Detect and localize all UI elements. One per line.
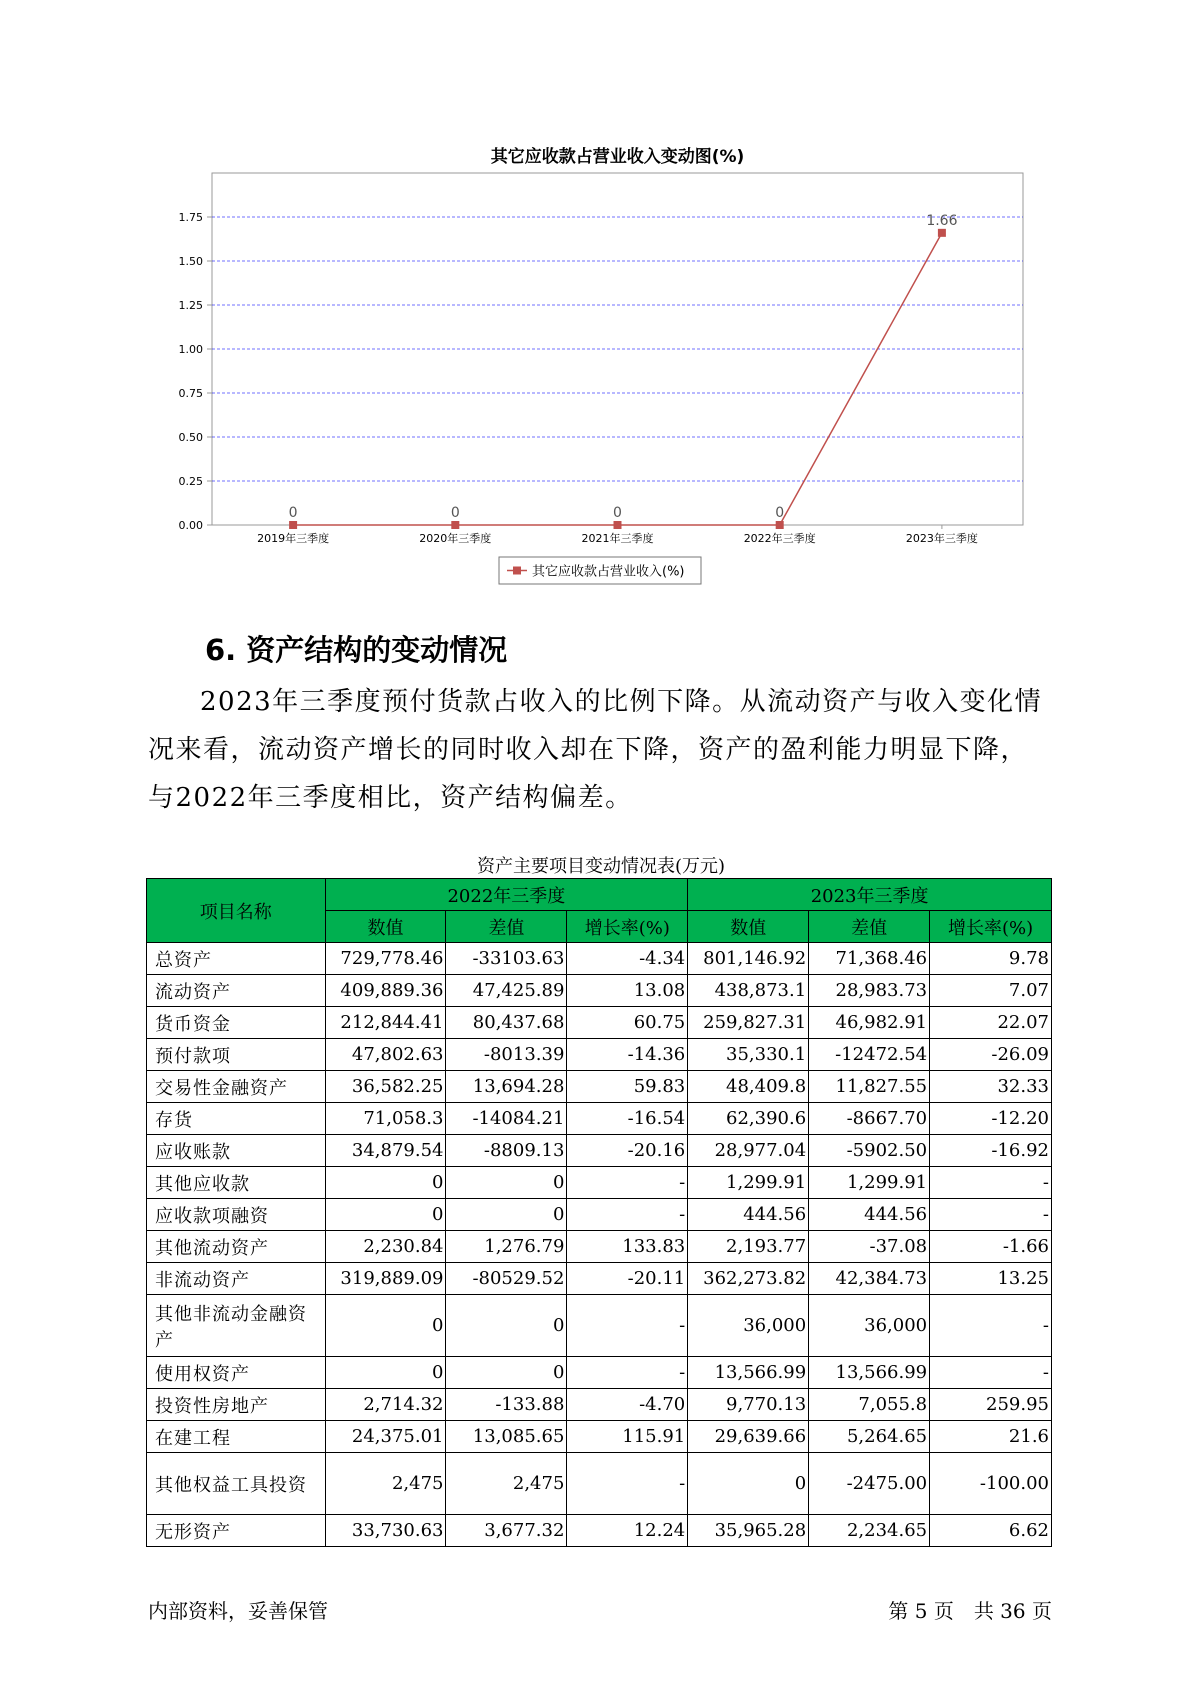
y-tick-label: 1.00	[178, 343, 203, 356]
row-cell: -	[567, 1295, 688, 1357]
row-cell: 35,965.28	[688, 1515, 809, 1547]
row-cell: 0	[446, 1199, 567, 1231]
table-row	[147, 1071, 1052, 1103]
chart-container	[0, 0, 1191, 600]
table-title: 资产主要项目变动情况表(万元)	[476, 856, 726, 877]
row-item-name: 非流动资产	[147, 1263, 326, 1295]
row-cell: -80529.52	[446, 1263, 567, 1295]
row-cell: 319,889.09	[325, 1263, 446, 1295]
row-cell: -	[930, 1295, 1052, 1357]
row-cell: 13.25	[930, 1263, 1052, 1295]
row-cell: -	[930, 1357, 1052, 1389]
row-cell: -26.09	[930, 1039, 1052, 1071]
table-row	[147, 1167, 1052, 1199]
row-cell: 0	[325, 1199, 446, 1231]
row-item-name: 其他应收款	[147, 1167, 326, 1199]
y-tick-label: 1.50	[178, 255, 203, 268]
table-row	[147, 943, 1052, 975]
row-cell: 444.56	[809, 1199, 930, 1231]
row-item-name: 其他非流动金融资产	[147, 1295, 326, 1357]
y-tick-label: 1.75	[178, 211, 203, 224]
row-cell: 71,058.3	[325, 1103, 446, 1135]
row-item-name: 流动资产	[147, 975, 326, 1007]
data-point	[938, 229, 946, 237]
row-item-name: 货币资金	[147, 1007, 326, 1039]
row-cell: -	[930, 1199, 1052, 1231]
x-tick-label: 2020年三季度	[419, 532, 492, 545]
section-paragraph: 2023年三季度预付货款占收入的比例下降。从流动资产与收入变化情况来看，流动资产增长的同时收入却在下降，资产的盈利能力明显下降，与2022年三季度相比，资产结构偏差。	[148, 687, 1043, 813]
legend-marker-swatch	[513, 567, 521, 575]
table-row	[147, 1453, 1052, 1515]
row-cell: -100.00	[930, 1453, 1052, 1515]
row-cell: 2,475	[325, 1453, 446, 1515]
row-cell: 2,193.77	[688, 1231, 809, 1263]
x-tick-label: 2021年三季度	[581, 532, 654, 545]
row-cell: 2,234.65	[809, 1515, 930, 1547]
row-cell: 42,384.73	[809, 1263, 930, 1295]
row-cell: 47,802.63	[325, 1039, 446, 1071]
row-cell: 212,844.41	[325, 1007, 446, 1039]
line-chart	[0, 0, 1191, 600]
row-cell: 7,055.8	[809, 1389, 930, 1421]
row-cell: 13,694.28	[446, 1071, 567, 1103]
sub-header-diff: 差值	[809, 911, 930, 943]
row-cell: 11,827.55	[809, 1071, 930, 1103]
data-label: 1.66	[926, 212, 958, 229]
row-cell: 28,977.04	[688, 1135, 809, 1167]
row-item-name: 预付款项	[147, 1039, 326, 1071]
row-cell: 28,983.73	[809, 975, 930, 1007]
sub-header-diff: 差值	[446, 911, 567, 943]
row-cell: 22.07	[930, 1007, 1052, 1039]
row-cell: 59.83	[567, 1071, 688, 1103]
sub-header-growth: 增长率(%)	[930, 911, 1052, 943]
row-cell: 48,409.8	[688, 1071, 809, 1103]
item-name-header: 项目名称	[147, 879, 326, 943]
table-row	[147, 975, 1052, 1007]
period-header-2023: 2023年三季度	[688, 879, 1052, 911]
data-label: 0	[450, 505, 460, 521]
row-cell: 29,639.66	[688, 1421, 809, 1453]
row-cell: 34,879.54	[325, 1135, 446, 1167]
row-cell: 9.78	[930, 943, 1052, 975]
table-row	[147, 1515, 1052, 1547]
row-item-name: 使用权资产	[147, 1357, 326, 1389]
row-cell: 13,566.99	[809, 1357, 930, 1389]
y-tick-label: 1.25	[178, 299, 203, 312]
y-tick-label: 0.25	[178, 475, 203, 488]
y-tick-label: 0.50	[178, 431, 203, 444]
row-cell: 35,330.1	[688, 1039, 809, 1071]
row-item-name: 应收款项融资	[147, 1199, 326, 1231]
chart-title: 其它应收款占营业收入变动图(%)	[490, 147, 745, 167]
row-cell: 46,982.91	[809, 1007, 930, 1039]
row-cell: 0	[446, 1295, 567, 1357]
row-cell: -4.34	[567, 943, 688, 975]
asset-change-table	[146, 878, 1052, 1547]
table-row	[147, 1357, 1052, 1389]
row-cell: -20.16	[567, 1135, 688, 1167]
footer-page-number: 第 5 页 共 36 页	[888, 1599, 1052, 1623]
period-header-2022: 2022年三季度	[325, 879, 688, 911]
row-cell: 7.07	[930, 975, 1052, 1007]
row-cell: -16.92	[930, 1135, 1052, 1167]
table-row	[147, 1135, 1052, 1167]
row-cell: -	[567, 1167, 688, 1199]
row-cell: -8013.39	[446, 1039, 567, 1071]
row-item-name: 在建工程	[147, 1421, 326, 1453]
row-cell: -37.08	[809, 1231, 930, 1263]
row-cell: 0	[325, 1357, 446, 1389]
row-cell: 9,770.13	[688, 1389, 809, 1421]
row-cell: 3,677.32	[446, 1515, 567, 1547]
sub-header-value: 数值	[688, 911, 809, 943]
row-cell: 0	[446, 1167, 567, 1199]
row-cell: 21.6	[930, 1421, 1052, 1453]
row-cell: -	[567, 1199, 688, 1231]
table-row	[147, 1295, 1052, 1357]
row-cell: -	[930, 1167, 1052, 1199]
row-cell: 13,566.99	[688, 1357, 809, 1389]
data-point	[776, 521, 784, 529]
row-cell: -16.54	[567, 1103, 688, 1135]
row-item-name: 交易性金融资产	[147, 1071, 326, 1103]
row-cell: 62,390.6	[688, 1103, 809, 1135]
row-cell: 36,000	[688, 1295, 809, 1357]
row-cell: -8667.70	[809, 1103, 930, 1135]
row-item-name: 其他权益工具投资	[147, 1453, 326, 1515]
x-tick-label: 2019年三季度	[257, 532, 330, 545]
row-cell: 1,276.79	[446, 1231, 567, 1263]
row-cell: -	[567, 1453, 688, 1515]
row-cell: 12.24	[567, 1515, 688, 1547]
row-cell: 13.08	[567, 975, 688, 1007]
row-item-name: 投资性房地产	[147, 1389, 326, 1421]
row-item-name: 无形资产	[147, 1515, 326, 1547]
row-cell: 80,437.68	[446, 1007, 567, 1039]
row-cell: -5902.50	[809, 1135, 930, 1167]
row-cell: 47,425.89	[446, 975, 567, 1007]
row-cell: -1.66	[930, 1231, 1052, 1263]
row-cell: 115.91	[567, 1421, 688, 1453]
row-cell: -133.88	[446, 1389, 567, 1421]
row-cell: 0	[446, 1357, 567, 1389]
row-cell: -14084.21	[446, 1103, 567, 1135]
row-cell: 6.62	[930, 1515, 1052, 1547]
table-row	[147, 1103, 1052, 1135]
sub-header-growth: 增长率(%)	[567, 911, 688, 943]
row-cell: 2,714.32	[325, 1389, 446, 1421]
row-cell: 409,889.36	[325, 975, 446, 1007]
data-label: 0	[613, 505, 622, 521]
table-row	[147, 1389, 1052, 1421]
row-cell: -14.36	[567, 1039, 688, 1071]
row-item-name: 存货	[147, 1103, 326, 1135]
row-cell: 13,085.65	[446, 1421, 567, 1453]
row-cell: -33103.63	[446, 943, 567, 975]
row-cell: 133.83	[567, 1231, 688, 1263]
section-heading: 6. 资产结构的变动情况	[205, 633, 508, 667]
row-cell: 259,827.31	[688, 1007, 809, 1039]
row-cell: 0	[688, 1453, 809, 1515]
row-item-name: 其他流动资产	[147, 1231, 326, 1263]
row-cell: 801,146.92	[688, 943, 809, 975]
x-tick-label: 2023年三季度	[905, 532, 978, 545]
row-item-name: 总资产	[147, 943, 326, 975]
row-cell: 2,230.84	[325, 1231, 446, 1263]
row-cell: 438,873.1	[688, 975, 809, 1007]
row-cell: 0	[325, 1295, 446, 1357]
row-cell: 71,368.46	[809, 943, 930, 975]
sub-header-value: 数值	[325, 911, 446, 943]
legend-label: 其它应收款占营业收入(%)	[532, 564, 685, 580]
row-item-name: 应收账款	[147, 1135, 326, 1167]
table-row	[147, 1199, 1052, 1231]
row-cell: -2475.00	[809, 1453, 930, 1515]
row-cell: 2,475	[446, 1453, 567, 1515]
row-cell: 0	[325, 1167, 446, 1199]
row-cell: -	[567, 1357, 688, 1389]
footer-confidential: 内部资料，妥善保管	[148, 1599, 328, 1623]
row-cell: 444.56	[688, 1199, 809, 1231]
row-cell: -12472.54	[809, 1039, 930, 1071]
data-label: 0	[288, 505, 298, 521]
row-cell: 36,000	[809, 1295, 930, 1357]
data-point	[614, 521, 622, 529]
row-cell: 1,299.91	[809, 1167, 930, 1199]
row-cell: 33,730.63	[325, 1515, 446, 1547]
row-cell: -20.11	[567, 1263, 688, 1295]
row-cell: 24,375.01	[325, 1421, 446, 1453]
row-cell: 36,582.25	[325, 1071, 446, 1103]
row-cell: 259.95	[930, 1389, 1052, 1421]
y-tick-label: 0.75	[178, 387, 203, 400]
data-point	[289, 521, 297, 529]
row-cell: 362,273.82	[688, 1263, 809, 1295]
data-label: 0	[775, 505, 785, 521]
row-cell: 5,264.65	[809, 1421, 930, 1453]
row-cell: -8809.13	[446, 1135, 567, 1167]
table-row	[147, 1231, 1052, 1263]
row-cell: 729,778.46	[325, 943, 446, 975]
y-tick-label: 0.00	[178, 519, 203, 532]
table-row	[147, 1039, 1052, 1071]
row-cell: -12.20	[930, 1103, 1052, 1135]
x-tick-label: 2022年三季度	[743, 532, 816, 545]
row-cell: 60.75	[567, 1007, 688, 1039]
table-row	[147, 1421, 1052, 1453]
row-cell: 1,299.91	[688, 1167, 809, 1199]
row-cell: -4.70	[567, 1389, 688, 1421]
row-cell: 32.33	[930, 1071, 1052, 1103]
data-point	[451, 521, 459, 529]
table-row	[147, 1263, 1052, 1295]
table-row	[147, 1007, 1052, 1039]
